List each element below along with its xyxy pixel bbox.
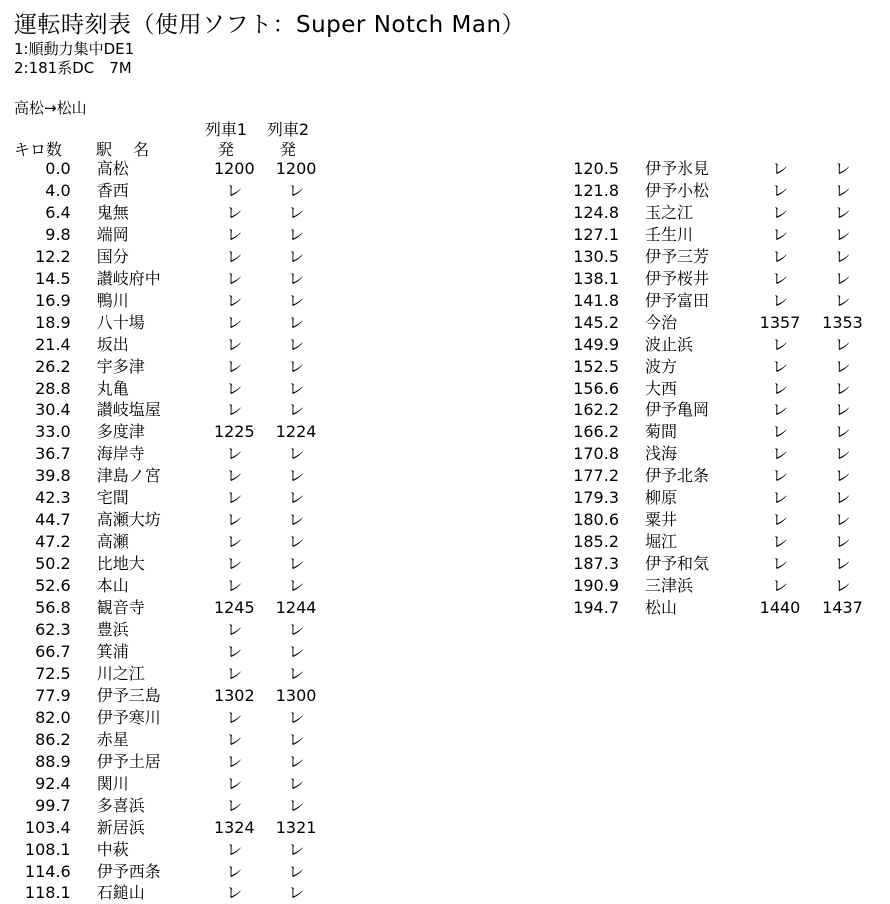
- station-cell: 川之江: [96, 663, 145, 683]
- train1-time-cell: レ: [771, 246, 788, 266]
- train1-time-cell: レ: [771, 224, 788, 244]
- train1-time-cell: レ: [771, 554, 788, 574]
- table-row: [566, 399, 876, 421]
- km-cell: 127.1: [573, 224, 619, 244]
- station-cell: 香西: [96, 180, 129, 200]
- train1-time-cell: レ: [226, 444, 243, 464]
- km-cell: 190.9: [573, 576, 619, 596]
- table-row: [14, 202, 328, 224]
- km-cell: 12.2: [35, 246, 71, 266]
- train2-time-cell: レ: [834, 488, 851, 508]
- table-row: [566, 180, 876, 202]
- table-row: [14, 334, 328, 356]
- table-row: [14, 399, 328, 421]
- train1-time-cell: レ: [226, 378, 243, 398]
- station-cell: 新居浜: [96, 817, 145, 837]
- km-cell: 138.1: [573, 268, 619, 288]
- km-cell: 179.3: [573, 488, 619, 508]
- km-cell: 82.0: [35, 707, 71, 727]
- train1-header: 列車1: [204, 120, 248, 139]
- table-row: [14, 839, 328, 861]
- km-cell: 86.2: [35, 729, 71, 749]
- km-cell: 44.7: [35, 510, 71, 530]
- train1-time-cell: レ: [226, 180, 243, 200]
- train1-time-cell: レ: [226, 795, 243, 815]
- km-cell: 114.6: [24, 861, 71, 881]
- station-cell: 豊浜: [96, 620, 129, 640]
- train2-time-cell: レ: [834, 510, 851, 530]
- station-cell: 宅間: [96, 488, 129, 508]
- train2-time-cell: レ: [834, 159, 851, 178]
- train2-time-cell: レ: [288, 246, 305, 266]
- table-row: [14, 465, 328, 487]
- station-cell: 宇多津: [96, 356, 145, 376]
- station-cell: 海岸寺: [96, 444, 145, 464]
- train2-time-cell: 1321: [275, 817, 317, 837]
- km-cell: 66.7: [35, 641, 71, 661]
- km-cell: 152.5: [573, 356, 619, 376]
- table-row: [566, 553, 876, 575]
- table-row: [566, 575, 876, 597]
- train1-time-cell: レ: [771, 159, 788, 178]
- km-cell: 130.5: [573, 246, 619, 266]
- table-row: [14, 443, 328, 465]
- km-cell: 103.4: [24, 817, 71, 837]
- station-cell: 波方: [645, 356, 678, 376]
- train1-departure-header: 発: [217, 140, 234, 159]
- train1-time-cell: レ: [226, 334, 243, 354]
- station-cell: 赤星: [96, 729, 129, 749]
- train1-time-cell: レ: [226, 576, 243, 596]
- table-row: [14, 619, 328, 641]
- station-cell: 伊予和気: [645, 554, 710, 574]
- station-cell: 壬生川: [645, 224, 694, 244]
- km-cell: 92.4: [35, 773, 71, 793]
- km-cell: 39.8: [35, 466, 71, 486]
- train2-time-cell: レ: [288, 510, 305, 530]
- train1-time-cell: レ: [771, 532, 788, 552]
- train1-time-cell: レ: [226, 663, 243, 683]
- train1-time-cell: レ: [771, 400, 788, 420]
- table-row: [14, 246, 328, 268]
- train2-description: 2:181系DC 7M: [14, 59, 132, 77]
- train2-time-cell: 1224: [275, 422, 317, 442]
- station-cell: 伊予西条: [96, 861, 161, 881]
- train1-time-cell: レ: [226, 466, 243, 486]
- station-cell: 高松: [96, 159, 129, 178]
- table-row: [566, 421, 876, 443]
- table-row: [566, 443, 876, 465]
- station-cell: 粟井: [645, 510, 678, 530]
- train2-departure-header: 発: [279, 140, 296, 159]
- table-row: [14, 356, 328, 378]
- train1-time-cell: レ: [226, 290, 243, 310]
- train2-time-cell: レ: [834, 466, 851, 486]
- station-cell: 伊予土居: [96, 751, 161, 771]
- table-row: [14, 421, 328, 443]
- train2-time-cell: レ: [288, 180, 305, 200]
- train2-time-cell: レ: [834, 290, 851, 310]
- km-cell: 33.0: [35, 422, 71, 442]
- train2-time-cell: レ: [288, 466, 305, 486]
- table-row: [14, 795, 328, 817]
- table-row: [14, 817, 328, 839]
- timetable-left: [14, 158, 328, 904]
- train1-time-cell: レ: [226, 356, 243, 376]
- train2-time-cell: レ: [288, 751, 305, 771]
- km-cell: 4.0: [45, 180, 71, 200]
- station-cell: 今治: [645, 312, 678, 332]
- train2-time-cell: レ: [288, 268, 305, 288]
- train2-time-cell: 1200: [275, 159, 317, 178]
- train1-time-cell: レ: [226, 839, 243, 859]
- train1-time-cell: レ: [226, 312, 243, 332]
- station-cell: 菊間: [645, 422, 678, 442]
- km-cell: 30.4: [35, 400, 71, 420]
- km-cell: 47.2: [35, 532, 71, 552]
- train1-time-cell: レ: [226, 224, 243, 244]
- km-cell: 162.2: [573, 400, 619, 420]
- train2-time-cell: レ: [834, 268, 851, 288]
- table-row: [14, 575, 328, 597]
- table-row: [14, 312, 328, 334]
- train2-time-cell: レ: [834, 202, 851, 222]
- station-cell: 高瀬: [96, 532, 129, 552]
- train1-time-cell: レ: [226, 554, 243, 574]
- km-cell: 0.0: [45, 159, 71, 178]
- station-cell: 伊予北条: [645, 466, 710, 486]
- table-row: [14, 290, 328, 312]
- station-cell: 坂出: [96, 334, 129, 354]
- km-cell: 72.5: [35, 663, 71, 683]
- station-cell: 三津浜: [645, 576, 694, 596]
- table-row: [14, 685, 328, 707]
- train1-time-cell: 1440: [759, 598, 801, 618]
- station-cell: 津島ノ宮: [96, 466, 161, 486]
- km-cell: 9.8: [45, 224, 71, 244]
- km-cell: 56.8: [35, 598, 71, 618]
- km-cell: 62.3: [35, 620, 71, 640]
- table-row: [14, 487, 328, 509]
- station-cell: 高瀬大坊: [96, 510, 161, 530]
- table-row: [566, 597, 876, 619]
- train2-time-cell: レ: [288, 444, 305, 464]
- train1-time-cell: レ: [226, 268, 243, 288]
- train2-time-cell: レ: [834, 180, 851, 200]
- train1-time-cell: 1302: [213, 685, 255, 705]
- km-cell: 124.8: [573, 202, 619, 222]
- km-header: キロ数: [14, 140, 63, 159]
- station-cell: 箕浦: [96, 641, 129, 661]
- table-row: [566, 487, 876, 509]
- station-cell: 多度津: [96, 422, 145, 442]
- timetable-right: [566, 158, 876, 619]
- train1-time-cell: レ: [226, 510, 243, 530]
- train1-time-cell: レ: [771, 488, 788, 508]
- train1-time-cell: レ: [226, 773, 243, 793]
- km-cell: 26.2: [35, 356, 71, 376]
- station-cell: 玉之江: [645, 202, 694, 222]
- station-cell: 讃岐塩屋: [96, 400, 161, 420]
- train2-time-cell: レ: [288, 400, 305, 420]
- km-cell: 88.9: [35, 751, 71, 771]
- train2-header: 列車2: [266, 120, 310, 139]
- train1-time-cell: レ: [771, 202, 788, 222]
- table-row: [566, 268, 876, 290]
- km-cell: 118.1: [24, 883, 71, 903]
- train2-time-cell: レ: [834, 400, 851, 420]
- station-cell: 伊予桜井: [645, 268, 710, 288]
- train1-time-cell: レ: [226, 620, 243, 640]
- table-row: [566, 158, 876, 180]
- train2-time-cell: レ: [288, 334, 305, 354]
- station-cell: 国分: [96, 246, 129, 266]
- km-cell: 77.9: [35, 685, 71, 705]
- station-cell: 端岡: [96, 224, 129, 244]
- station-cell: 観音寺: [96, 598, 145, 618]
- train2-time-cell: レ: [288, 641, 305, 661]
- train2-time-cell: レ: [288, 554, 305, 574]
- train2-time-cell: レ: [834, 444, 851, 464]
- train2-time-cell: レ: [834, 224, 851, 244]
- train1-time-cell: レ: [771, 268, 788, 288]
- train2-time-cell: レ: [288, 488, 305, 508]
- train1-time-cell: レ: [226, 400, 243, 420]
- km-cell: 18.9: [35, 312, 71, 332]
- train2-time-cell: レ: [288, 312, 305, 332]
- table-row: [14, 531, 328, 553]
- train2-time-cell: レ: [288, 861, 305, 881]
- km-cell: 156.6: [573, 378, 619, 398]
- train2-time-cell: レ: [288, 795, 305, 815]
- station-cell: 松山: [645, 598, 678, 618]
- train1-time-cell: レ: [226, 751, 243, 771]
- train2-time-cell: 1437: [822, 598, 863, 618]
- km-cell: 36.7: [35, 444, 71, 464]
- km-cell: 52.6: [35, 576, 71, 596]
- km-cell: 121.8: [573, 180, 619, 200]
- station-cell: 鬼無: [96, 202, 129, 222]
- train1-time-cell: レ: [771, 576, 788, 596]
- station-cell: 大西: [645, 378, 678, 398]
- km-cell: 50.2: [35, 554, 71, 574]
- train1-description: 1:順動力集中DE1: [14, 40, 135, 58]
- train2-time-cell: レ: [834, 378, 851, 398]
- train1-time-cell: レ: [226, 641, 243, 661]
- km-cell: 16.9: [35, 290, 71, 310]
- station-cell: 多喜浜: [96, 795, 145, 815]
- train2-time-cell: レ: [288, 202, 305, 222]
- train2-time-cell: レ: [288, 773, 305, 793]
- train2-time-cell: レ: [288, 883, 305, 903]
- station-header: 駅 名: [96, 140, 150, 159]
- table-row: [14, 861, 328, 883]
- table-row: [566, 356, 876, 378]
- table-row: [14, 268, 328, 290]
- train2-time-cell: レ: [834, 532, 851, 552]
- train2-time-cell: レ: [288, 620, 305, 640]
- km-cell: 180.6: [573, 510, 619, 530]
- train1-time-cell: レ: [771, 334, 788, 354]
- station-cell: 伊予富田: [645, 290, 710, 310]
- km-cell: 149.9: [573, 334, 619, 354]
- station-cell: 堀江: [645, 532, 678, 552]
- train2-time-cell: レ: [288, 378, 305, 398]
- table-row: [566, 312, 876, 334]
- train1-time-cell: レ: [226, 861, 243, 881]
- train1-time-cell: 1357: [759, 312, 801, 332]
- km-cell: 194.7: [573, 598, 619, 618]
- train2-time-cell: レ: [288, 532, 305, 552]
- page-title: 運転時刻表（使用ソフト：Super Notch Man）: [14, 12, 526, 38]
- table-row: [566, 290, 876, 312]
- table-row: [14, 378, 328, 400]
- km-cell: 28.8: [35, 378, 71, 398]
- table-row: [566, 378, 876, 400]
- train1-time-cell: 1324: [213, 817, 255, 837]
- table-row: [14, 751, 328, 773]
- train2-time-cell: レ: [834, 246, 851, 266]
- train2-time-cell: 1244: [275, 598, 317, 618]
- train1-time-cell: レ: [226, 246, 243, 266]
- table-row: [14, 553, 328, 575]
- table-row: [14, 882, 328, 904]
- station-cell: 伊予三芳: [645, 246, 710, 266]
- station-cell: 八十場: [96, 312, 145, 332]
- train1-time-cell: レ: [771, 466, 788, 486]
- train2-time-cell: レ: [288, 839, 305, 859]
- table-row: [14, 597, 328, 619]
- km-cell: 14.5: [35, 268, 71, 288]
- train1-time-cell: レ: [226, 883, 243, 903]
- station-cell: 讃岐府中: [96, 268, 161, 288]
- route-label: 高松→松山: [14, 99, 87, 117]
- train1-time-cell: レ: [771, 422, 788, 442]
- train1-time-cell: レ: [771, 510, 788, 530]
- train1-time-cell: 1245: [213, 598, 255, 618]
- km-cell: 99.7: [35, 795, 71, 815]
- station-cell: 伊予小松: [645, 180, 710, 200]
- train2-time-cell: レ: [834, 422, 851, 442]
- train1-time-cell: レ: [226, 202, 243, 222]
- train2-time-cell: レ: [288, 707, 305, 727]
- km-cell: 108.1: [24, 839, 71, 859]
- table-row: [566, 509, 876, 531]
- station-cell: 石鎚山: [96, 883, 145, 903]
- train1-time-cell: 1200: [213, 159, 255, 178]
- train1-time-cell: レ: [226, 488, 243, 508]
- table-row: [566, 465, 876, 487]
- table-row: [14, 158, 328, 180]
- train1-time-cell: レ: [771, 378, 788, 398]
- km-cell: 6.4: [45, 202, 71, 222]
- table-row: [14, 729, 328, 751]
- train1-time-cell: レ: [771, 356, 788, 376]
- train2-time-cell: 1353: [822, 312, 863, 332]
- station-cell: 柳原: [645, 488, 678, 508]
- table-row: [566, 531, 876, 553]
- station-cell: 中萩: [96, 839, 129, 859]
- station-cell: 伊予寒川: [96, 707, 161, 727]
- train2-time-cell: レ: [834, 554, 851, 574]
- train2-time-cell: 1300: [275, 685, 317, 705]
- train1-time-cell: レ: [771, 444, 788, 464]
- train2-time-cell: レ: [834, 356, 851, 376]
- km-cell: 141.8: [573, 290, 619, 310]
- station-cell: 鴨川: [96, 290, 129, 310]
- train2-time-cell: レ: [288, 663, 305, 683]
- table-row: [14, 707, 328, 729]
- station-cell: 浅海: [645, 444, 678, 464]
- train1-time-cell: 1225: [213, 422, 255, 442]
- table-row: [566, 202, 876, 224]
- km-cell: 145.2: [573, 312, 619, 332]
- train2-time-cell: レ: [288, 224, 305, 244]
- train1-time-cell: レ: [226, 707, 243, 727]
- train2-time-cell: レ: [834, 334, 851, 354]
- table-row: [566, 246, 876, 268]
- table-row: [14, 663, 328, 685]
- km-cell: 166.2: [573, 422, 619, 442]
- train2-time-cell: レ: [834, 576, 851, 596]
- km-cell: 170.8: [573, 444, 619, 464]
- km-cell: 21.4: [35, 334, 71, 354]
- station-cell: 伊予三島: [96, 685, 161, 705]
- station-cell: 比地大: [96, 554, 145, 574]
- train2-time-cell: レ: [288, 290, 305, 310]
- table-row: [566, 224, 876, 246]
- table-row: [14, 641, 328, 663]
- station-cell: 本山: [96, 576, 129, 596]
- km-cell: 42.3: [35, 488, 71, 508]
- train2-time-cell: レ: [288, 729, 305, 749]
- km-cell: 120.5: [573, 159, 619, 178]
- station-cell: 丸亀: [96, 378, 129, 398]
- table-row: [14, 180, 328, 202]
- train1-time-cell: レ: [771, 290, 788, 310]
- station-cell: 関川: [96, 773, 129, 793]
- table-row: [14, 224, 328, 246]
- station-cell: 伊予亀岡: [645, 400, 710, 420]
- train2-time-cell: レ: [288, 576, 305, 596]
- table-row: [14, 773, 328, 795]
- train1-time-cell: レ: [226, 532, 243, 552]
- train2-time-cell: レ: [288, 356, 305, 376]
- table-row: [566, 334, 876, 356]
- table-row: [14, 509, 328, 531]
- km-cell: 185.2: [573, 532, 619, 552]
- train1-time-cell: レ: [226, 729, 243, 749]
- station-cell: 伊予氷見: [645, 159, 710, 178]
- km-cell: 187.3: [573, 554, 619, 574]
- station-cell: 波止浜: [645, 334, 694, 354]
- train1-time-cell: レ: [771, 180, 788, 200]
- km-cell: 177.2: [573, 466, 619, 486]
